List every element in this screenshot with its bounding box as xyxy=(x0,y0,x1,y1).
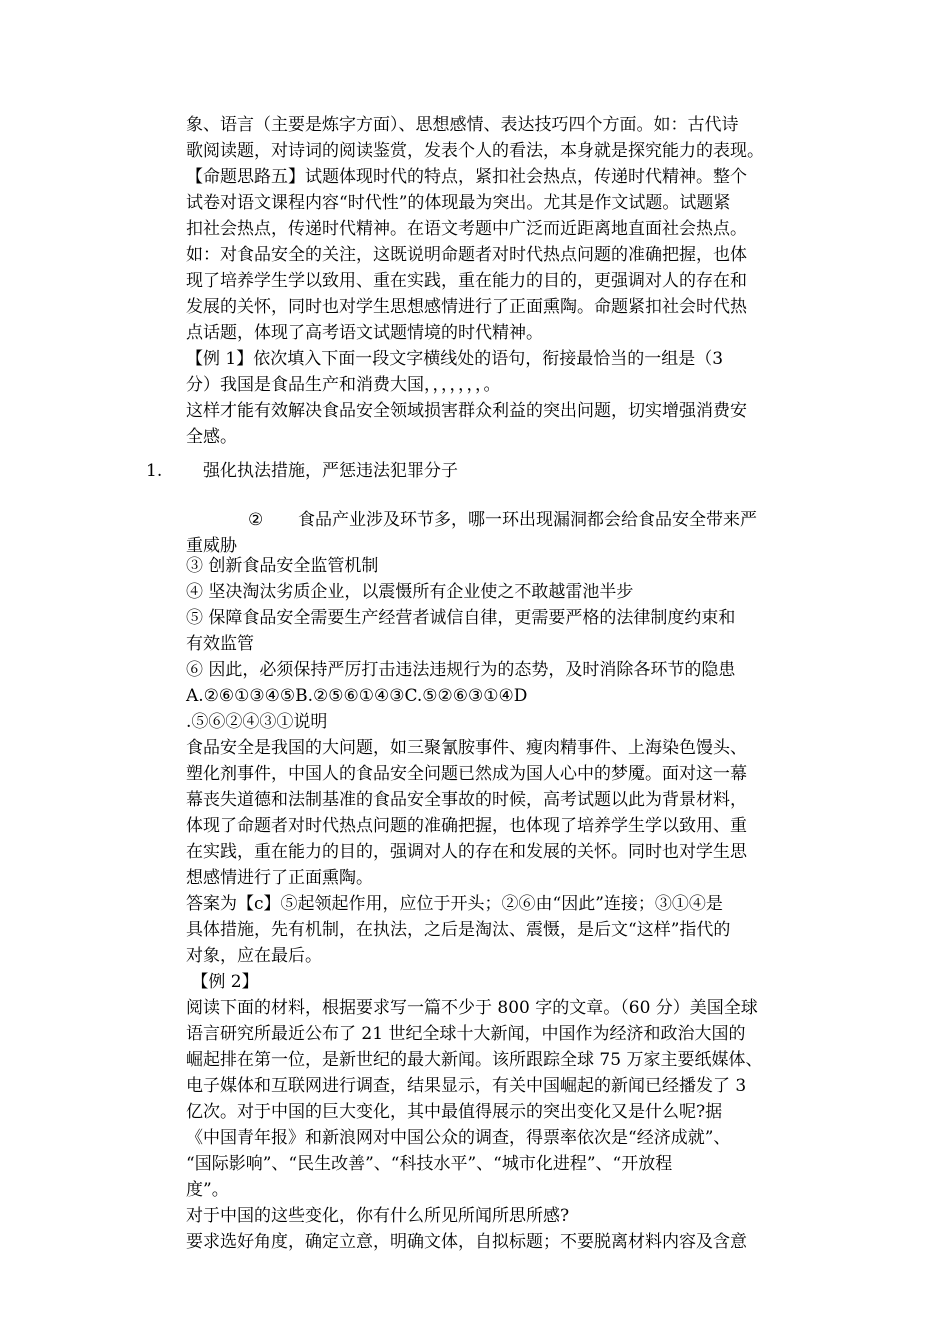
text-line: 幕丧失道德和法制基准的食品安全事故的时候，高考试题以此为背景材料， xyxy=(186,790,747,810)
text-line: 要求选好角度，确定立意，明确文体，自拟标题；不要脱离材料内容及含意 xyxy=(186,1232,747,1252)
text-line: ⑤ 保障食品安全需要生产经营者诚信自律，更需要严格的法律制度约束和 xyxy=(186,608,736,628)
text-line: ④ 坚决淘汰劣质企业，以震慑所有企业使之不敢越雷池半步 xyxy=(186,582,634,602)
text-line: ⑥ 因此，必须保持严厉打击违法违规行为的态势，及时消除各环节的隐患 xyxy=(186,660,736,680)
list-number: 1. xyxy=(146,461,163,481)
text-line: 对于中国的这些变化，你有什么所见所闻所思所感? xyxy=(186,1206,570,1226)
text-line: 点话题，体现了高考语文试题情境的时代精神。 xyxy=(186,323,543,343)
text-line: 食品安全是我国的大问题，如三聚氰胺事件、瘦肉精事件、上海染色馒头、 xyxy=(186,738,747,758)
text-line: 电子媒体和互联网进行调查，结果显示，有关中国崛起的新闻已经播发了 3 xyxy=(186,1076,747,1096)
text-line: ③ 创新食品安全监管机制 xyxy=(186,556,379,576)
text-line: 答案为【c】⑤起领起作用，应位于开头；②⑥由“因此”连接；③①④是 xyxy=(186,894,723,914)
text-line: 具体措施，先有机制，在执法，之后是淘汰、震慑，是后文“这样”指代的 xyxy=(186,920,731,940)
list-text: 食品产业涉及环节多，哪一环出现漏洞都会给食品安全带来严 xyxy=(298,510,757,530)
text-line: 崛起排在第一位，是新世纪的最大新闻。该所跟踪全球 75 万家主要纸媒体、 xyxy=(186,1050,763,1070)
text-line: “国际影响”、“民生改善”、“科技水平”、“城市化进程”、“开放程 xyxy=(186,1154,673,1174)
text-line: 这样才能有效解决食品安全领域损害群众利益的突出问题，切实增强消费安 xyxy=(186,401,747,421)
text-line: 重威胁 xyxy=(186,536,237,556)
text-line: 【命题思路五】试题体现时代的特点，紧扣社会热点，传递时代精神。整个 xyxy=(186,167,747,187)
text-line: 《中国青年报》和新浪网对中国公众的调查，得票率依次是“经济成就”、 xyxy=(186,1128,731,1148)
text-line: 试卷对语文课程内容“时代性”的体现最为突出。尤其是作文试题。试题紧 xyxy=(186,193,731,213)
text-line: A.②⑥①③④⑤B.②⑤⑥①④③C.⑤②⑥③①④D xyxy=(186,686,528,706)
text-line: 歌阅读题，对诗词的阅读鉴赏，发表个人的看法，本身就是探究能力的表现。 xyxy=(186,141,764,161)
text-line: 塑化剂事件，中国人的食品安全问题已然成为国人心中的梦魇。面对这一幕 xyxy=(186,764,747,784)
list-item-1 xyxy=(0,458,950,484)
text-line: 语言研究所最近公布了 21 世纪全球十大新闻，中国作为经济和政治大国的 xyxy=(186,1024,746,1044)
text-line: 如：对食品安全的关注，这既说明命题者对时代热点问题的准确把握，也体 xyxy=(186,245,747,265)
text-line: 度”。 xyxy=(186,1180,229,1200)
text-line: 【例 2】 xyxy=(186,972,259,992)
text-line: 【例 1】依次填入下面一段文字横线处的语句，衔接最恰当的一组是（3 xyxy=(186,349,724,369)
text-line: 象、语言（主要是炼字方面）、思想感情、表达技巧四个方面。如：古代诗 xyxy=(186,115,739,135)
text-line: 现了培养学生学以致用、重在实践，重在能力的目的，更强调对人的存在和 xyxy=(186,271,747,291)
text-line: 扣社会热点，传递时代精神。在语文考题中广泛而近距离地直面社会热点。 xyxy=(186,219,747,239)
text-line: 体现了命题者对时代热点问题的准确把握，也体现了培养学生学以致用、重 xyxy=(186,816,747,836)
text-line: .⑤⑥②④③①说明 xyxy=(186,712,328,732)
list-number: ② xyxy=(248,510,264,530)
text-line: 全感。 xyxy=(186,427,237,447)
text-line: 有效监管 xyxy=(186,634,254,654)
text-line: 阅读下面的材料，根据要求写一篇不少于 800 字的文章。（60 分）美国全球 xyxy=(186,998,758,1018)
text-line: 亿次。对于中国的巨大变化，其中最值得展示的突出变化又是什么呢?据 xyxy=(186,1102,723,1122)
text-line: 发展的关怀，同时也对学生思想感情进行了正面熏陶。命题紧扣社会时代热 xyxy=(186,297,747,317)
options-and-explanation xyxy=(186,553,826,1255)
text-line: 想感情进行了正面熏陶。 xyxy=(186,868,373,888)
text-line: 分）我国是食品生产和消费大国，，，，，，，。 xyxy=(186,375,501,395)
list-item-2 xyxy=(0,507,950,533)
text-line: 在实践，重在能力的目的，强调对人的存在和发展的关怀。同时也对学生思 xyxy=(186,842,747,862)
intro-paragraph xyxy=(186,112,826,450)
list-text: 强化执法措施，严惩违法犯罪分子 xyxy=(203,461,458,481)
text-line: 对象，应在最后。 xyxy=(186,946,322,966)
